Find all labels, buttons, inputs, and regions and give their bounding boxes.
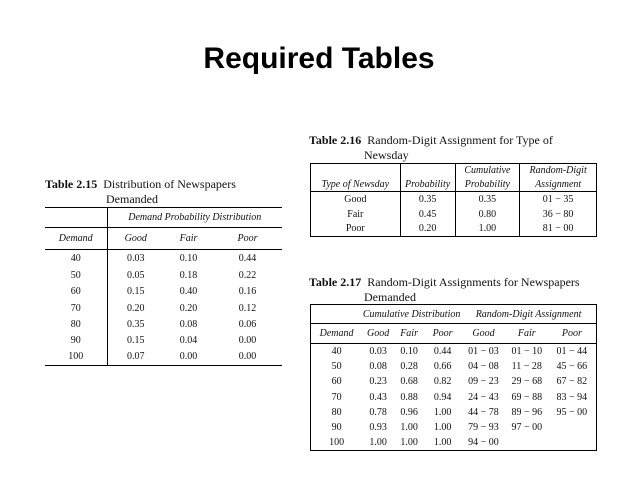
table-2-17-cell-demand: 80: [311, 405, 363, 420]
table-2-17-cell-rda-fair: 69 − 88: [511, 391, 543, 403]
table-2-16-cell-assignment: 81 − 00: [520, 222, 597, 237]
table-2-17-cell-rda-fair: [506, 435, 548, 450]
table-2-15-group-header: Demand Probability Distribution: [107, 208, 282, 228]
table-2-16-col-type-top: [311, 164, 401, 178]
table-2-15-cell-good: 0.05: [127, 270, 145, 282]
table-row: [311, 374, 597, 389]
table-2-15-corner: [45, 208, 107, 228]
table-2-16-col-rda: Assignment: [520, 178, 597, 192]
table-2-15-cell-fair: 0.20: [179, 302, 198, 314]
table-2-17-cell-fair: 0.28: [400, 360, 418, 372]
table-row: [45, 250, 282, 268]
table-2-17-col-rda-fair: Fair: [506, 324, 548, 344]
table-2-17-col-poor: Poor: [424, 324, 461, 344]
table-2-15-caption: [45, 177, 285, 207]
table-2-15-cell-demand: 50: [45, 268, 107, 284]
table-2-17-cell-rda-good: 94 − 00: [461, 435, 506, 450]
table-2-16-col-prob: Probability: [400, 178, 455, 192]
table-2-17-col-rda-poor: Poor: [548, 324, 597, 344]
table-2-15-cell-poor: 0.12: [238, 302, 257, 314]
table-2-17-cell-fair: 1.00: [394, 435, 424, 450]
table-2-17-cell-rda-poor: 45 − 66: [548, 359, 597, 374]
table-2-16-title-line2: Newsday: [364, 148, 409, 162]
table-row: [45, 268, 282, 284]
table-2-17-cell-fair: 0.10: [400, 345, 418, 357]
table-2-17-cell-rda-good: 79 − 93: [468, 422, 499, 434]
table-2-16-cell-cumulative: 1.00: [455, 222, 520, 237]
table-2-15-cell-demand: 100: [45, 349, 107, 365]
table-2-15-cell-poor: 0.44: [238, 253, 257, 265]
table-2-16-cell-type: Good: [311, 192, 401, 207]
table-2-15-cell-good: 0.15: [127, 335, 145, 347]
table-row: [311, 420, 597, 435]
table-2-16-cell-assignment: 01 − 35: [520, 192, 597, 207]
table-2-15-cell-good: 0.15: [127, 286, 145, 298]
table-2-17-cell-good: 0.08: [369, 360, 387, 372]
table-2-17-cell-demand: 60: [311, 374, 363, 389]
table-2-15-cell-fair: 0.08: [179, 319, 198, 331]
table-2-15-cell-poor: 0.06: [238, 319, 257, 331]
table-2-17-cell-poor: 1.00: [433, 406, 452, 418]
table-2-17-cell-good: 0.23: [369, 376, 387, 388]
table-2-16-col-prob-top: [400, 164, 455, 178]
table-2-15-col-good: Good: [107, 228, 164, 250]
table-2-17-group-cumulative: Cumulative Distribution: [362, 305, 461, 324]
table-2-17-cell-demand: 40: [311, 344, 363, 359]
table-2-15-col-poor: Poor: [213, 228, 282, 250]
table-2-15: [45, 207, 282, 366]
table-2-15-cell-demand: 90: [45, 333, 107, 349]
slide-title: Required Tables: [203, 42, 435, 75]
table-row: [45, 284, 282, 300]
table-2-17-cell-good: 0.03: [369, 345, 387, 357]
table-2-17-cell-demand: 70: [311, 389, 363, 404]
table-2-17-cell-good: 1.00: [362, 435, 394, 450]
table-2-17-cell-good: 0.43: [369, 391, 387, 403]
table-2-17-cell-poor: 1.00: [424, 435, 461, 450]
table-2-17-cell-rda-fair: 29 − 68: [511, 376, 543, 388]
table-2-17-cell-rda-poor: 67 − 82: [548, 374, 597, 389]
table-row: [311, 207, 597, 222]
table-2-17-cell-rda-poor: 83 − 94: [548, 389, 597, 404]
table-2-17-col-good: Good: [362, 324, 394, 344]
table-2-17-cell-rda-fair: 97 − 00: [511, 422, 543, 434]
table-2-15-cell-fair: 0.04: [179, 335, 198, 347]
table-row: [45, 300, 282, 316]
table-2-16-cell-probability: 0.35: [400, 192, 455, 207]
table-2-17-cell-fair: 1.00: [400, 422, 418, 434]
table-2-17-cell-poor: 0.82: [433, 376, 452, 388]
table-2-15-cell-demand: 80: [45, 316, 107, 332]
table-2-15-cell-fair: 0.18: [179, 270, 198, 282]
table-2-16-number: Table 2.16: [309, 133, 362, 147]
table-2-16-col-rda-top: Random-Digit: [520, 164, 597, 178]
table-row: [311, 389, 597, 404]
table-2-17-cell-rda-good: 01 − 03: [468, 345, 499, 357]
table-2-15-cell-demand: 60: [45, 284, 107, 300]
table-2-17-cell-poor: 0.94: [433, 391, 452, 403]
table-row: [45, 349, 282, 365]
table-2-16-cell-assignment: 36 − 80: [520, 207, 597, 222]
table-2-17-cell-demand: 90: [311, 420, 363, 435]
table-2-16-cell-cumulative: 0.35: [455, 192, 520, 207]
table-2-17-cell-poor: 0.66: [433, 360, 452, 372]
table-2-15-cell-good: 0.20: [127, 302, 145, 314]
table-2-16: [310, 163, 597, 237]
table-2-17-cell-good: 0.93: [369, 422, 387, 434]
table-2-15-title-line1: Distribution of Newspapers: [103, 177, 236, 191]
table-row: [311, 359, 597, 374]
table-2-16-caption: [309, 133, 609, 163]
table-2-17-cell-rda-good: 44 − 78: [468, 406, 499, 418]
table-2-16-col-cum: Probability: [455, 178, 520, 192]
table-2-15-cell-good: 0.35: [127, 319, 145, 331]
table-row: [311, 344, 597, 359]
table-2-17-corner: [311, 305, 363, 324]
table-2-17-cell-fair: 0.88: [400, 391, 418, 403]
table-2-17-cell-fair: 0.96: [400, 406, 418, 418]
table-2-15-cell-fair: 0.40: [179, 286, 198, 298]
table-2-15-cell-poor: 0.22: [238, 270, 257, 282]
table-2-17-cell-rda-poor: [548, 420, 597, 435]
table-row: [311, 405, 597, 420]
table-2-16-title-line1: Random-Digit Assignment for Type of: [367, 133, 553, 147]
table-2-15-cell-good: 0.03: [127, 253, 145, 265]
table-2-17-cell-demand: 100: [311, 435, 363, 450]
table-row: [311, 222, 597, 237]
table-2-15-title-line2: Demanded: [106, 192, 158, 206]
table-2-17-col-fair: Fair: [394, 324, 424, 344]
table-2-16-cell-cumulative: 0.80: [455, 207, 520, 222]
table-row: [311, 192, 597, 207]
table-2-17-cell-rda-fair: 01 − 10: [511, 345, 543, 357]
table-2-17: [310, 304, 597, 451]
table-2-17-cell-rda-good: 24 − 43: [468, 391, 499, 403]
table-row: [45, 333, 282, 349]
table-2-17-cell-rda-good: 09 − 23: [468, 376, 499, 388]
table-2-17-title-line2: Demanded: [364, 290, 416, 304]
table-2-17-cell-demand: 50: [311, 359, 363, 374]
table-2-17-cell-rda-fair: 89 − 96: [511, 406, 543, 418]
table-2-15-number: Table 2.15: [45, 177, 98, 191]
table-2-15-col-demand: Demand: [45, 228, 107, 250]
table-2-15-cell-demand: 40: [45, 250, 107, 268]
table-2-17-cell-rda-fair: 11 − 28: [511, 360, 542, 372]
table-2-17-title-line1: Random-Digit Assignments for Newspapers: [367, 275, 580, 289]
table-2-16-col-cum-top: Cumulative: [455, 164, 520, 178]
table-2-15-cell-poor: 0.16: [238, 286, 257, 298]
table-2-15-cell-fair: 0.10: [179, 253, 198, 265]
table-2-15-cell-good: 0.07: [107, 349, 164, 365]
table-2-16-cell-probability: 0.45: [400, 207, 455, 222]
table-2-15-col-fair: Fair: [164, 228, 213, 250]
table-2-17-cell-rda-good: 04 − 08: [468, 360, 499, 372]
table-2-15-cell-poor: 0.00: [238, 335, 257, 347]
table-2-17-cell-poor: 0.44: [433, 345, 452, 357]
table-2-17-cell-fair: 0.68: [400, 376, 418, 388]
table-2-15-cell-demand: 70: [45, 300, 107, 316]
table-2-17-cell-poor: 1.00: [433, 422, 452, 434]
table-row: [311, 435, 597, 450]
table-2-16-cell-type: Fair: [311, 207, 401, 222]
table-2-17-col-rda-good: Good: [461, 324, 506, 344]
table-2-15-cell-fair: 0.00: [164, 349, 213, 365]
table-2-16-cell-probability: 0.20: [400, 222, 455, 237]
table-2-17-cell-rda-poor: 95 − 00: [548, 405, 597, 420]
table-2-17-cell-good: 0.78: [369, 406, 387, 418]
table-2-17-caption: [309, 275, 619, 305]
table-row: [45, 316, 282, 332]
table-2-17-col-demand: Demand: [311, 324, 363, 344]
table-2-17-group-random-digit: Random-Digit Assignment: [461, 305, 596, 324]
table-2-17-cell-rda-poor: [548, 435, 597, 450]
table-2-15-cell-poor: 0.00: [213, 349, 282, 365]
table-2-17-cell-rda-poor: 01 − 44: [548, 344, 597, 359]
table-2-16-cell-type: Poor: [311, 222, 401, 237]
table-2-17-number: Table 2.17: [309, 275, 362, 289]
table-2-16-col-type: Type of Newsday: [311, 178, 401, 192]
